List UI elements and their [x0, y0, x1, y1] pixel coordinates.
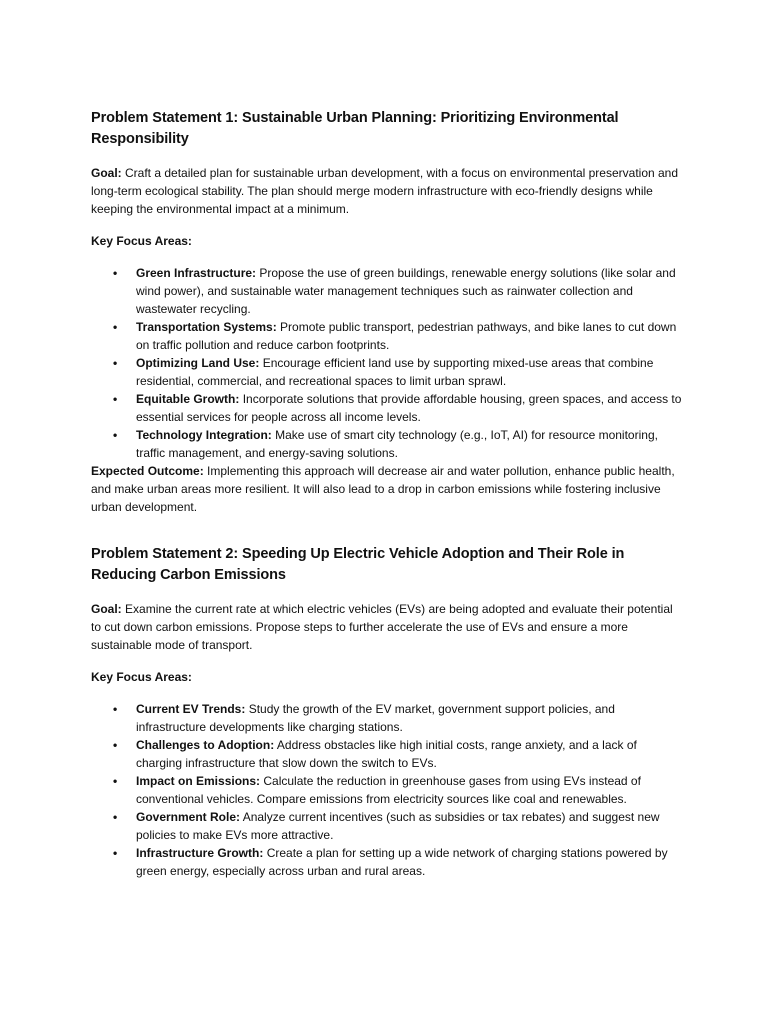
item-label: Technology Integration: [136, 428, 272, 442]
list-item [91, 700, 684, 736]
item-text: Address obstacles like high initial costs, range anxiety, and a lack of charging infrastructure that slow down the switch to EVs. [136, 738, 637, 770]
goal-text: Examine the current rate at which electric vehicles (EVs) are being adopted and evaluate their potential to cut down carbon emissions. Propose steps to further accelerate the use of EVs and ensure a more sustainable mode of transport. [91, 602, 673, 652]
goal-label: Goal: [91, 166, 122, 180]
outcome-text: Implementing this approach will decrease air and water pollution, enhance public health, and make urban areas more resilient. It will also lead to a drop in carbon emissions while fostering inclusive urban development. [91, 464, 675, 514]
goal-paragraph [91, 164, 684, 218]
bullet: • [113, 846, 118, 860]
problem-statement-2 [91, 544, 684, 880]
goal-paragraph [91, 600, 684, 654]
list-item [91, 264, 684, 318]
outcome-label: Expected Outcome: [91, 464, 204, 478]
item-text: Calculate the reduction in greenhouse gases from using EVs instead of conventional vehicles. Compare emissions from electricity sources like coal and renewables. [136, 774, 641, 806]
item-label: Equitable Growth: [136, 392, 240, 406]
list-item [91, 318, 684, 354]
goal-label: Goal: [91, 602, 122, 616]
item-label: Green Infrastructure: [136, 266, 257, 280]
item-label: Transportation Systems: [136, 320, 277, 334]
item-text: Create a plan for setting up a wide network of charging stations powered by green energy, especially across urban and rural areas. [136, 846, 668, 878]
goal-text: Craft a detailed plan for sustainable urban development, with a focus on environmental preservation and long-term ecological stability. The plan should merge modern infrastructure with eco-friendly designs while keeping the environmental impact at a minimum. [91, 166, 679, 216]
item-text: Promote public transport, pedestrian pathways, and bike lanes to cut down on traffic pollution and reduce carbon footprints. [136, 320, 677, 352]
item-text: Encourage efficient land use by supporting mixed-use areas that combine residential, commercial, and recreational spaces to limit urban sprawl. [136, 356, 654, 388]
item-text: Analyze current incentives (such as subsidies or tax rebates) and suggest new policies to make EVs more attractive. [136, 810, 660, 842]
focus-list [91, 700, 684, 880]
item-label: Impact on Emissions: [136, 774, 261, 788]
list-item [91, 808, 684, 844]
item-label: Current EV Trends: [136, 702, 246, 716]
focus-list [91, 264, 684, 462]
bullet: • [113, 810, 118, 824]
item-label: Infrastructure Growth: [136, 846, 264, 860]
list-item [91, 736, 684, 772]
item-label: Challenges to Adoption: [136, 738, 275, 752]
outcome-paragraph [91, 462, 684, 516]
key-focus-heading: Key Focus Areas: [91, 670, 192, 684]
section-title: Problem Statement 2: Speeding Up Electric Vehicle Adoption and Their Role in Reducing Carbon Emissions [91, 546, 625, 583]
bullet: • [113, 266, 118, 280]
bullet: • [113, 392, 118, 406]
item-text: Propose the use of green buildings, renewable energy solutions (like solar and wind power), and sustainable water management techniques such as rainwater collection and wastewater recycling. [136, 266, 676, 316]
bullet: • [113, 356, 118, 370]
list-item [91, 426, 684, 462]
bullet: • [113, 774, 118, 788]
bullet: • [113, 428, 118, 442]
bullet: • [113, 738, 118, 752]
problem-statement-1 [91, 108, 684, 516]
item-text: Incorporate solutions that provide affordable housing, green spaces, and access to essential services for people across all income levels. [136, 392, 682, 424]
list-item [91, 354, 684, 390]
section-title: Problem Statement 1: Sustainable Urban Planning: Prioritizing Environmental Responsibility [91, 110, 619, 147]
item-text: Study the growth of the EV market, government support policies, and infrastructure developments like charging stations. [136, 702, 615, 734]
bullet: • [113, 702, 118, 716]
list-item [91, 844, 684, 880]
bullet: • [113, 320, 118, 334]
item-label: Government Role: [136, 810, 241, 824]
key-focus-heading: Key Focus Areas: [91, 234, 192, 248]
item-label: Optimizing Land Use: [136, 356, 260, 370]
list-item [91, 772, 684, 808]
item-text: Make use of smart city technology (e.g., IoT, AI) for resource monitoring, traffic management, and energy-saving solutions. [136, 428, 658, 460]
list-item [91, 390, 684, 426]
